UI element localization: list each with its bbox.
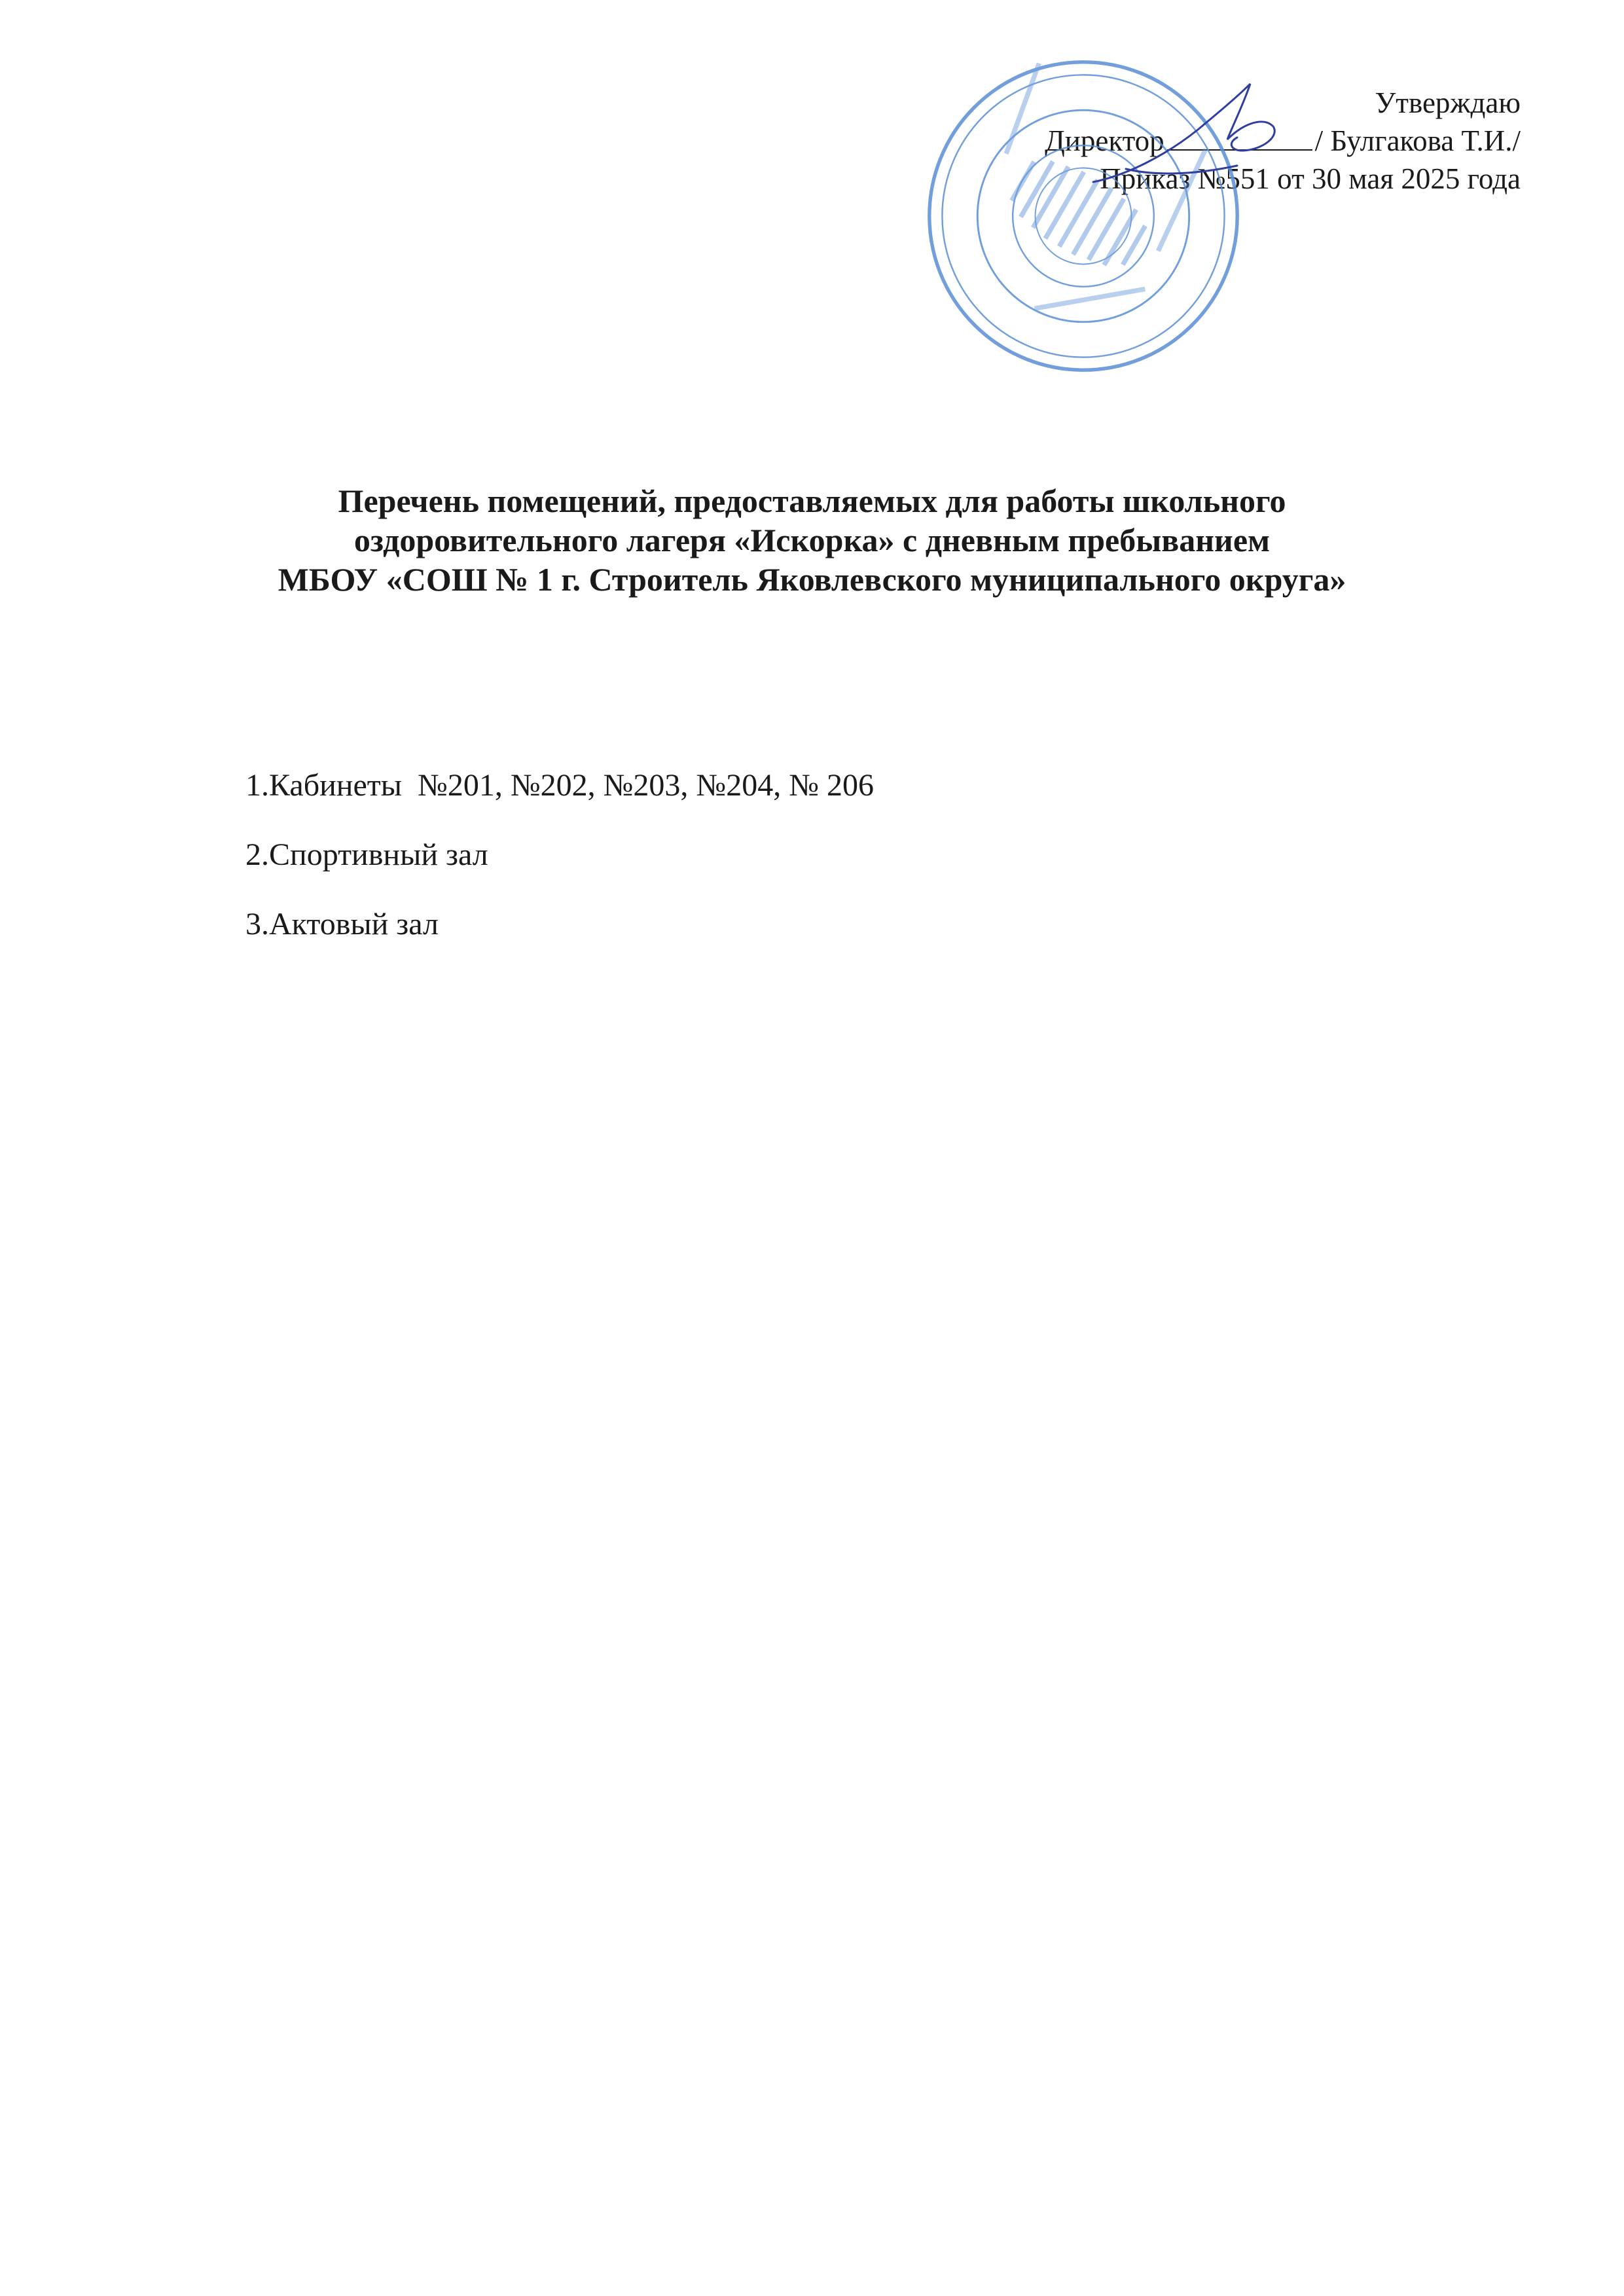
list-item: 1.Кабинеты №201, №202, №203, №204, № 206 — [245, 768, 874, 803]
rooms-list — [245, 766, 874, 974]
order-reference: Приказ №551 от 30 мая 2025 года — [1100, 162, 1521, 195]
signature — [1087, 77, 1303, 189]
title-line-2: оздоровительного лагеря «Искорка» с дневным пребыванием — [353, 522, 1271, 558]
title-line-3: МБОУ «СОШ № 1 г. Строитель Яковлевского муниципального округа» — [278, 561, 1346, 598]
list-item: 2.Спортивный зал — [245, 837, 488, 872]
list-item: 3.Актовый зал — [245, 907, 439, 941]
document-title — [0, 481, 1624, 599]
approval-heading: Утверждаю — [1375, 86, 1521, 119]
director-name: / Булгакова Т.И./ — [1314, 124, 1521, 157]
title-line-1: Перечень помещений, предоставляемых для работы школьного — [338, 483, 1286, 519]
director-position: Директор — [1045, 124, 1164, 157]
